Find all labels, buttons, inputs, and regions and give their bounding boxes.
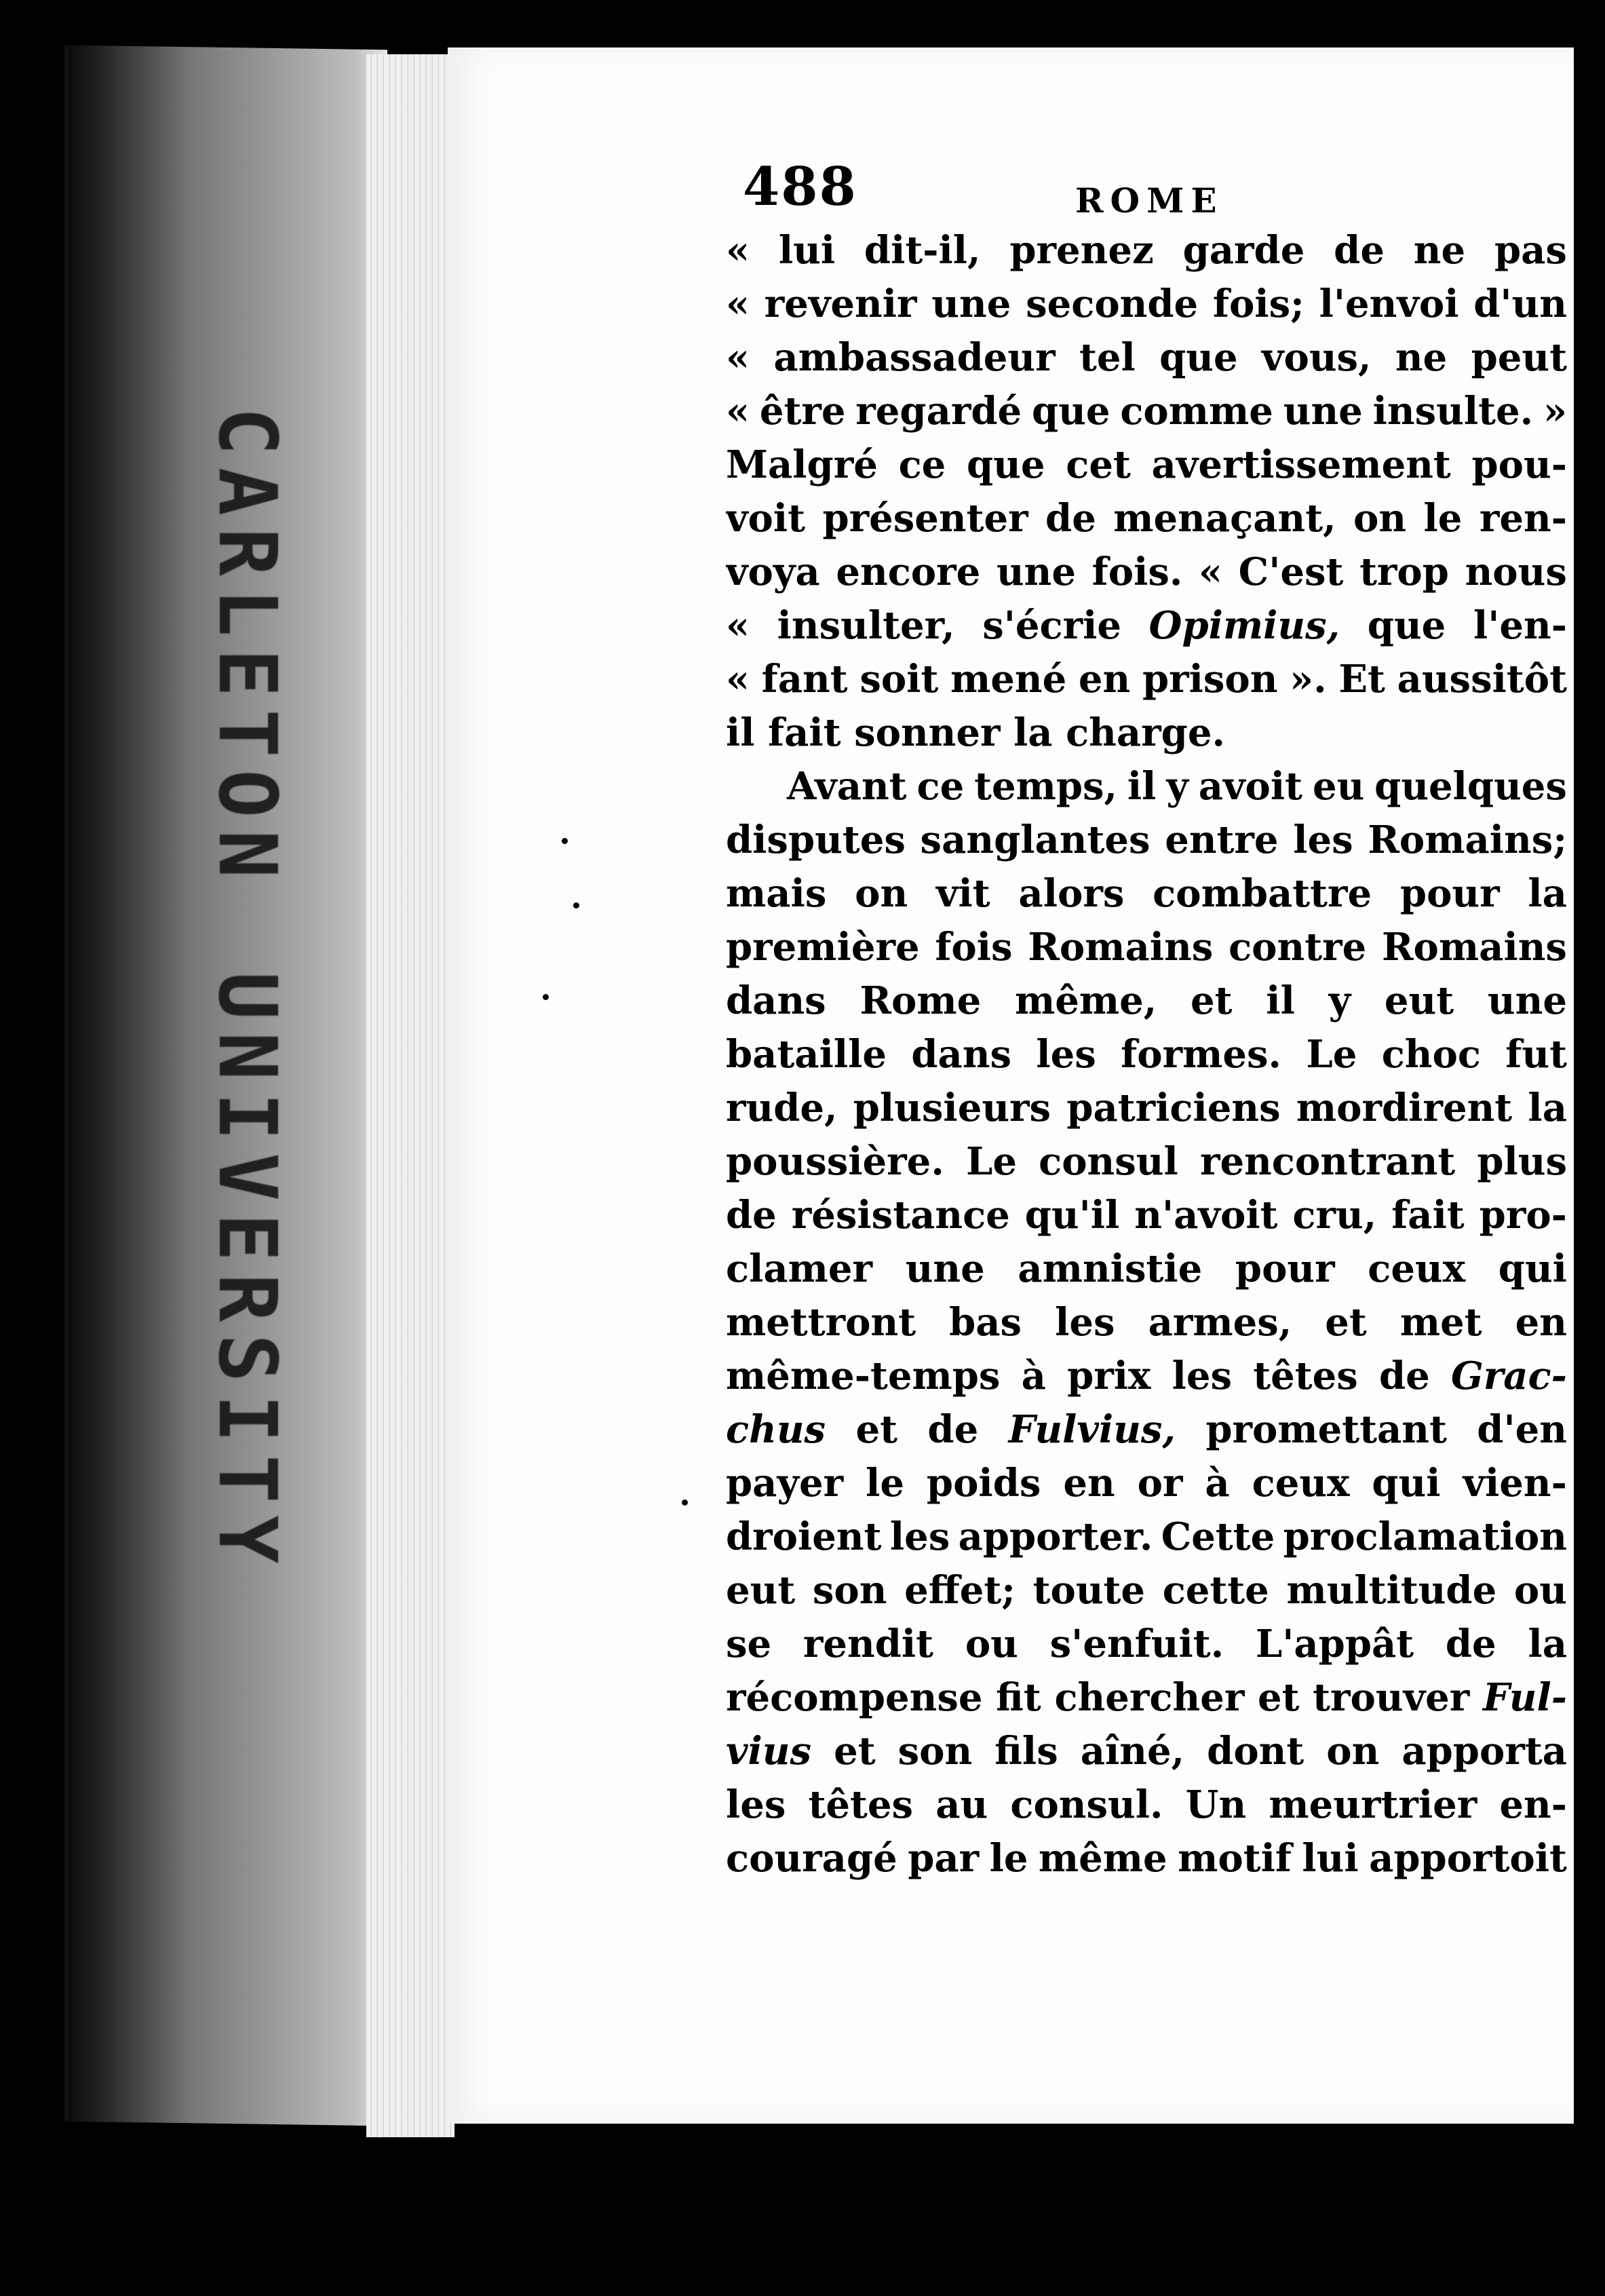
text-line: chus et de Fulvius, promettant d'en bbox=[726, 1407, 1567, 1452]
dust-speck bbox=[562, 838, 568, 844]
text-line: droient les apporter. Cette proclamation bbox=[726, 1514, 1567, 1559]
text-line: eut son effet; toute cette multitude ou bbox=[726, 1568, 1567, 1613]
dust-speck bbox=[682, 1499, 688, 1506]
running-head: ROME bbox=[1075, 180, 1224, 221]
text-line: dans Rome même, et il y eut une bbox=[726, 978, 1567, 1023]
text-line: poussière. Le consul rencontrant plus bbox=[726, 1139, 1567, 1184]
text-line: voit présenter de menaçant, on le ren- bbox=[726, 496, 1567, 541]
text-line: bataille dans les formes. Le choc fut bbox=[726, 1032, 1567, 1077]
dust-speck bbox=[543, 994, 549, 1000]
text-line: même-temps à prix les têtes de Grac- bbox=[726, 1354, 1567, 1398]
text-line: les têtes au consul. Un meurtrier en- bbox=[726, 1782, 1567, 1827]
page-edges bbox=[366, 54, 455, 2137]
text-line: il fait sonner la charge. bbox=[726, 710, 1225, 755]
text-line: voya encore une fois. « C'est trop nous bbox=[726, 550, 1567, 594]
text-line: couragé par le même motif lui apportoit bbox=[726, 1836, 1567, 1881]
stamp-word: UNIVERSITY bbox=[201, 972, 294, 1576]
text-line: se rendit ou s'enfuit. L'appât de la bbox=[726, 1622, 1567, 1666]
text-line: mais on vit alors combattre pour la bbox=[726, 871, 1567, 916]
text-line: clamer une amnistie pour ceux qui bbox=[726, 1246, 1567, 1291]
text-line: « revenir une seconde fois; l'envoi d'un bbox=[726, 282, 1567, 326]
text-line: Avant ce temps, il y avoit eu quelques bbox=[787, 764, 1567, 809]
dust-speck bbox=[573, 902, 579, 908]
text-line: « insulter, s'écrie Opimius, que l'en- bbox=[726, 603, 1567, 648]
text-line: mettront bas les armes, et met en bbox=[726, 1300, 1567, 1345]
text-line: « être regardé que comme une insulte. » bbox=[726, 389, 1567, 434]
text-line: payer le poids en or à ceux qui vien- bbox=[726, 1461, 1567, 1506]
stamp-word: CARLETON bbox=[201, 407, 294, 891]
library-stamp bbox=[190, 407, 305, 2103]
text-line: « lui dit-il, prenez garde de ne pas bbox=[726, 228, 1567, 273]
text-line: « fant soit mené en prison ». Et aussitôt bbox=[726, 657, 1567, 702]
text-line: Malgré ce que cet avertissement pou- bbox=[726, 442, 1567, 487]
body-text bbox=[726, 224, 1567, 1886]
text-line: disputes sanglantes entre les Romains; bbox=[726, 818, 1567, 862]
text-line: vius et son fils aîné, dont on apporta bbox=[726, 1729, 1567, 1774]
text-line: rude, plusieurs patriciens mordirent la bbox=[726, 1086, 1567, 1130]
text-line: première fois Romains contre Romains bbox=[726, 925, 1567, 970]
page-number: 488 bbox=[743, 156, 857, 218]
text-line: « ambassadeur tel que vous, ne peut bbox=[726, 335, 1567, 380]
text-line: récompense fit chercher et trouver Ful- bbox=[726, 1675, 1567, 1720]
text-line: de résistance qu'il n'avoit cru, fait pro- bbox=[726, 1193, 1567, 1238]
